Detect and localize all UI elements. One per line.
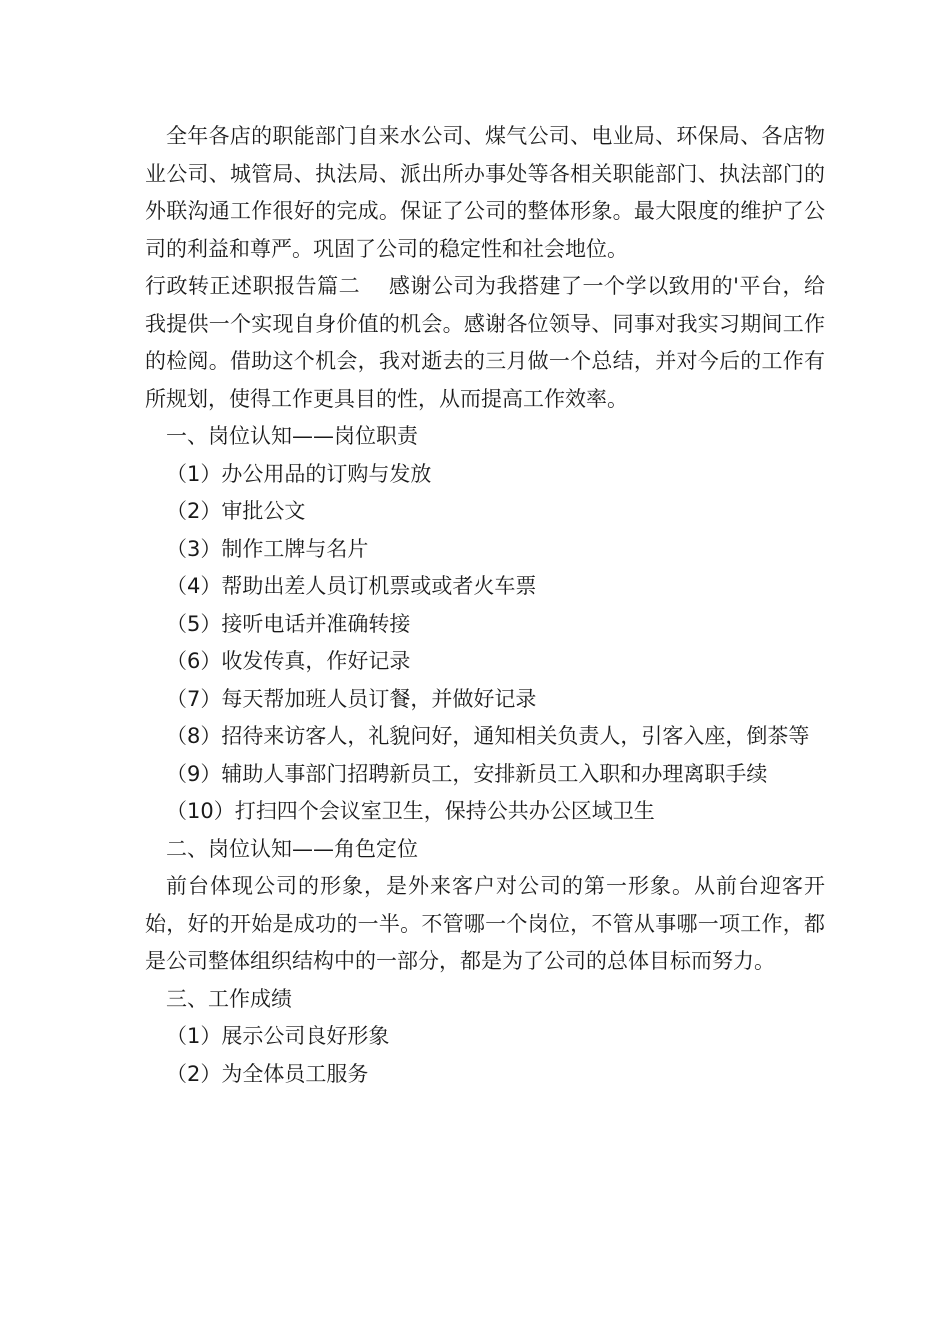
paragraph-external-liaison: 全年各店的职能部门自来水公司、煤气公司、电业局、环保局、各店物业公司、城管局、执法局、派出所办事处等各相关职能部门、执法部门的外联沟通工作很好的完成。保证了公司的整体形象。最大限度的维护了公司的利益和尊严。巩固了公司的稳定性和社会地位。 — [145, 124, 825, 261]
list-item: （1）展示公司良好形象 — [166, 1024, 390, 1048]
list-item: （3）制作工牌与名片 — [166, 536, 369, 561]
document-body — [145, 118, 825, 1093]
section-heading-duties: 一、岗位认知——岗位职责 — [166, 424, 418, 448]
paragraph-report-intro: 行政转正述职报告篇二 感谢公司为我搭建了一个学以致用的'平台，给我提供一个实现自身价值的机会。感谢各位领导、同事对我实习期间工作的检阅。借助这个机会，我对逝去的三月做一个总结，并对今后的工作有所规划，使得工作更具目的性，从而提高工作效率。 — [145, 274, 825, 411]
list-item: （9）辅助人事部门招聘新员工，安排新员工入职和办理离职手续 — [166, 761, 768, 786]
list-item: （6）收发传真，作好记录 — [166, 649, 411, 673]
list-item: （10）打扫四个会议室卫生，保持公共办公区域卫生 — [166, 799, 655, 823]
list-item: （2）审批公文 — [166, 499, 306, 523]
list-item: （7）每天帮加班人员订餐，并做好记录 — [166, 686, 537, 711]
list-item: （8）招待来访客人，礼貌问好，通知相关负责人，引客入座，倒茶等 — [166, 724, 810, 748]
list-item: （1）办公用品的订购与发放 — [166, 461, 432, 486]
list-item: （4）帮助出差人员订机票或或者火车票 — [166, 574, 537, 598]
section-heading-achievements: 三、工作成绩 — [166, 986, 292, 1011]
section-heading-role: 二、岗位认知——角色定位 — [166, 836, 418, 861]
paragraph-role: 前台体现公司的形象，是外来客户对公司的第一形象。从前台迎客开始，好的开始是成功的一半。不管哪一个岗位，不管从事哪一项工作，都是公司整体组织结构中的一部分，都是为了公司的总体目标而努力。 — [145, 874, 825, 973]
list-item: （2）为全体员工服务 — [166, 1061, 369, 1086]
list-item: （5）接听电话并准确转接 — [166, 611, 411, 636]
